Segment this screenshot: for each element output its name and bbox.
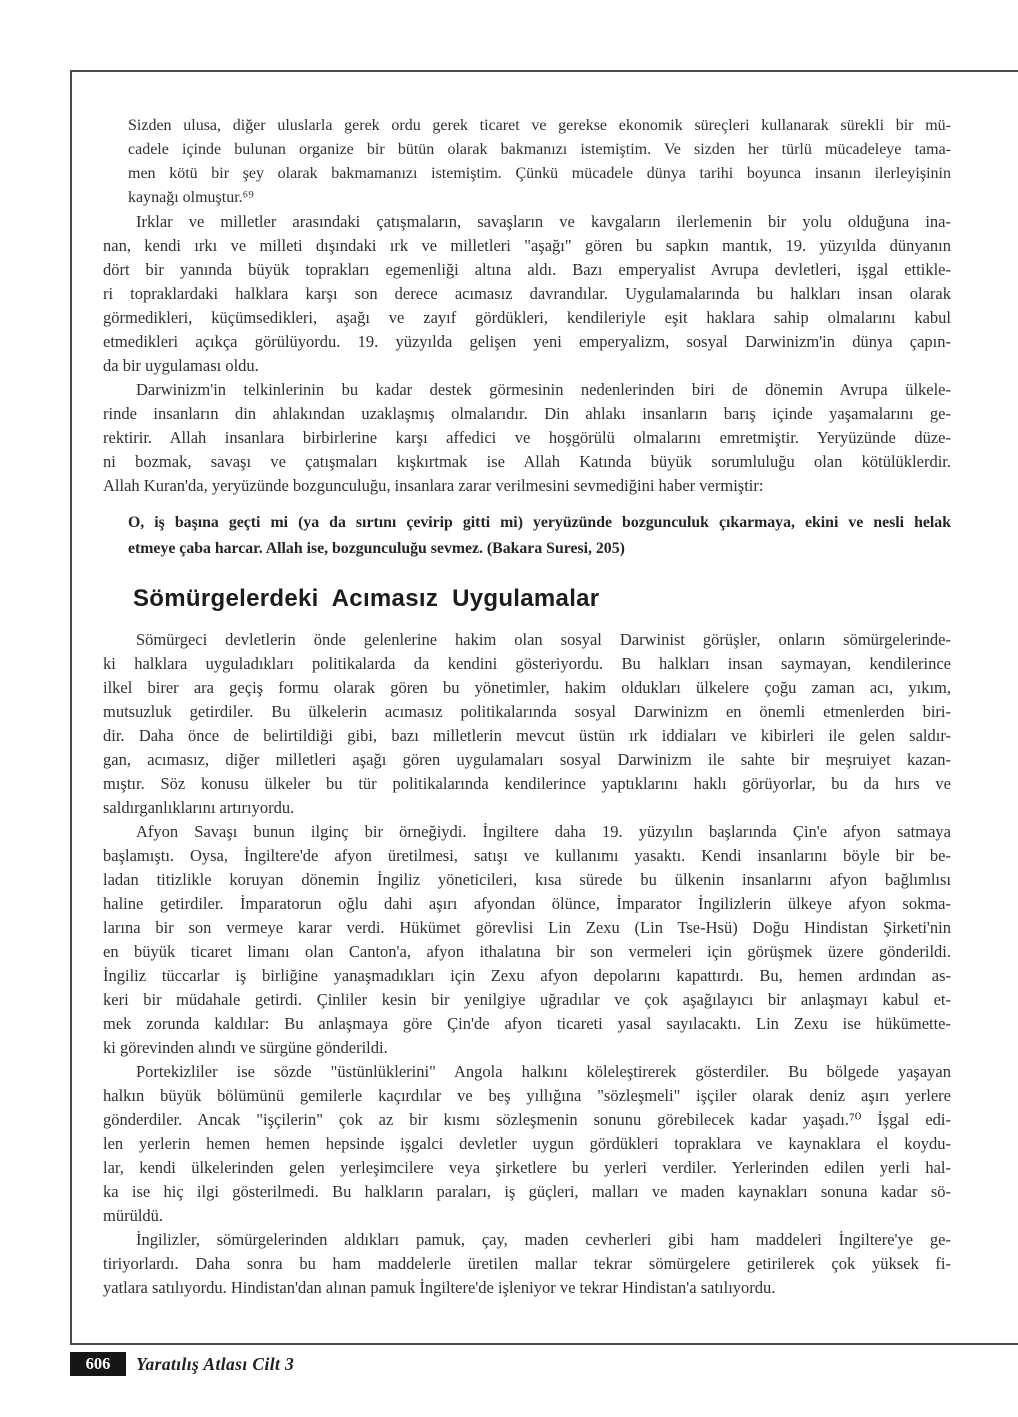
- text-line: rinde insanların din ahlakından uzaklaşmış olmalarıdır. Din ahlakı insanların barış içinde yaşamalarını ge-: [103, 404, 951, 423]
- text-line: Portekizliler ise sözde "üstünlüklerini" Angola halkını köleleştirerek gösterdiler. Bu bölgede yaşayan: [136, 1062, 951, 1081]
- text-line: dört bir yanında büyük toprakları egemenliği altına aldı. Bazı emperyalist Avrupa devletleri, işgal ettikle-: [103, 260, 951, 279]
- text-line: Allah Kuran'da, yeryüzünde bozgunculuğu, insanlara zarar verilmesini sevmediğini haber vermiştir:: [103, 476, 764, 495]
- paragraph: [103, 628, 951, 820]
- text-line: etmeye çaba harcar. Allah ise, bozgunculuğu sevmez. (Bakara Suresi, 205): [128, 540, 625, 557]
- text-line: mek zorunda kaldılar: Bu anlaşmaya göre Çin'de afyon ticareti yasal sayılacaktı. Lin Zexu ise hükümette-: [103, 1014, 951, 1033]
- text-line: ilkel birer ara geçiş formu olarak gören bu yönetimler, hakim oldukları ülkelere çoğu zaman acı, yıkım,: [103, 678, 951, 697]
- text-line: mürüldü.: [103, 1206, 164, 1225]
- text-line: ladan titizlikle koruyan dönemin İngiliz yöneticileri, kısa sürede bu ülkenin insanlarını afyon bağlımlısı: [103, 870, 951, 889]
- text-line: dir. Daha önce de belirtildiği gibi, bazı milletlerin mevcut üstün ırk iddiaları ve kibirleri ile gelen saldır-: [103, 726, 951, 745]
- text-line: gönderdiler. Ancak "işçilerin" çok az bir kısmı sözleşmenin sonunu görebilecek kadar yaşadı.⁷⁰ İşgal edi-: [103, 1110, 951, 1129]
- text-line: tiriyorlardı. Daha sonra bu ham maddelerle üretilen mallar tekrar sömürgelere getirilerek çok yüksek fi-: [103, 1254, 951, 1273]
- page-number-badge: [70, 1352, 126, 1376]
- text-line: en büyük ticaret limanı olan Canton'a, afyon ithalatına bir son vermeleri için görüşmek üzere gönderildi.: [103, 942, 951, 961]
- section-heading: Sömürgelerdeki Acımasız Uygulamalar: [133, 585, 600, 612]
- paragraph: [103, 210, 951, 378]
- text-line: Sizden ulusa, diğer uluslarla gerek ordu gerek ticaret ve gerekse ekonomik süreçleri kullanarak sürekli bir mü-: [128, 117, 951, 134]
- book-title: Yaratılış Atlası Cilt 3: [136, 1354, 295, 1374]
- text-line: ki görevinden alındı ve sürgüne gönderildi.: [103, 1038, 388, 1057]
- text-line: haline getirdiler. İmparatorun oğlu dahi aşırı afyondan ölünce, İmparator İngilizlerin ülkeye afyon sokma-: [103, 894, 951, 913]
- text-line: mıştır. Söz konusu ülkeler bu tür politikalarında kendilerince yaptıklarını haklı görüyorlar, bu da hırs ve: [103, 774, 951, 793]
- text-line: Irklar ve milletler arasındaki çatışmaların, savaşların ve kavgaların ilerlemenin bir yolu olduğuna ina-: [136, 212, 951, 231]
- text-line: Sömürgeci devletlerin önde gelenlerine hakim olan sosyal Darwinist görüşler, onların sömürgelerinde-: [136, 630, 951, 649]
- paragraph: [103, 820, 951, 1060]
- text-line: ni bozmak, savaşı ve çatışmaları kışkırtmak ise Allah Katında büyük sorumluluğu olan kötülüklerdir.: [103, 452, 951, 471]
- page-number: 606: [85, 1354, 111, 1373]
- text-line: İngiliz tüccarlar iş birliğine yanaşmadıkları için Zexu afyon depolarını kapattırdı. Bu, hemen ardından as-: [103, 966, 951, 985]
- text-line: keri bir müdahale getirdi. Çinliler kesin bir yenilgiye uğradılar ve çok aşağılayıcı bir anlaşmayı kabul et-: [103, 990, 951, 1009]
- text-line: Afyon Savaşı bunun ilginç bir örneğiydi. İngiltere daha 19. yüzyılın başlarında Çin'e afyon satmaya: [136, 822, 951, 841]
- text-line: gan, acımasız, diğer milletleri aşağı gören uygulamaları sosyal Darwinizm ile sahte bir meşruiyet kazan-: [103, 750, 951, 769]
- text-line: cadele içinde bulunan organize bir bütün olarak bakmanızı istemiştim. Ve sizden her türlü mücadeleye tama-: [128, 141, 951, 158]
- paragraph: [103, 1060, 951, 1228]
- text-line: nan, kendi ırkı ve milleti dışındaki ırk ve milletleri "aşağı" gören bu sapkın mantık, 19. yüzyılda dünyanın: [103, 236, 951, 255]
- text-line: görmedikleri, küçümsedikleri, aşağı ve zayıf gördükleri, kendileriyle eşit haklara sahip olmalarını kabul: [103, 308, 951, 327]
- text-line: saldırganlıklarını artırıyordu.: [103, 798, 295, 817]
- text-line: Darwinizm'in telkinlerinin bu kadar destek görmesinin nedenlerinden biri de dönemin Avrupa ülkele-: [136, 380, 951, 399]
- text-line: ki halklara uyguladıkları politikalarda da kendini gösteriyordu. Bu halkları insan saymayan, kendilerince: [103, 654, 951, 673]
- text-line: ka ise hiç ilgi gösterilmedi. Bu halkların paraları, iş güçleri, malları ve maden kaynakları sonuna kadar sö-: [103, 1182, 951, 1201]
- page-text-body: [103, 114, 951, 1300]
- text-line: İngilizler, sömürgelerinden aldıkları pamuk, çay, maden cevherleri gibi ham maddeleri İngiltere'ye ge-: [136, 1230, 951, 1249]
- text-line: etmedikleri açıkça görülüyordu. 19. yüzyılda gelişen yeni emperyalizm, sosyal Darwinizm'in dünya çapın-: [103, 332, 951, 351]
- text-line: halkın büyük bölümünü gemilerle kaçırdılar ve beş yıllığına "sözleşmeli" işçiler olarak deniz aşırı yerlere: [103, 1086, 951, 1105]
- text-line: da bir uygulaması oldu.: [103, 356, 259, 375]
- text-line: O, iş başına geçti mi (ya da sırtını çevirip gitti mi) yeryüzünde bozgunculuk çıkarmaya, ekini ve nesli helak: [128, 514, 951, 531]
- text-line: yatlara satılıyordu. Hindistan'dan alınan pamuk İngiltere'de işleniyor ve tekrar Hindistan'a satılıyordu.: [103, 1278, 776, 1297]
- text-line: kaynağı olmuştur.⁶⁹: [128, 189, 254, 206]
- paragraph: [103, 1228, 951, 1300]
- text-line: larına bir son vermeye karar verdi. Hükümet görevlisi Lin Zexu (Lin Tse-Hsü) Doğu Hindistan Şirketi'nin: [103, 918, 951, 937]
- text-line: men kötü bir şey olarak bakmamanızı istemiştim. Çünkü mücadele dünya tarihi boyunca insanın ilerleyişinin: [128, 165, 951, 182]
- text-line: mutsuzluk getirdiler. Bu ülkelerin acımasız politikalarında sosyal Darwinizm en önemli etmenlerden biri-: [103, 702, 951, 721]
- text-line: rektirir. Allah insanlara birbirlerine karşı affedici ve hoşgörülü olmalarını emretmiştir. Yeryüzünde düze-: [103, 428, 951, 447]
- text-line: lar, kendi ülkelerinden gelen yerleşimcilere veya şirketlere bu yerleri verdiler. Yerlerinden edilen yerli hal-: [103, 1158, 951, 1177]
- block-quote: [128, 114, 951, 210]
- text-line: len yerlerin hemen hemen hepsinde işgalci devletler uygun gördükleri topraklara ve kaynaklara el koydu-: [103, 1134, 951, 1153]
- text-line: başlamıştı. Oysa, İngiltere'de afyon üretilmesi, satışı ve kullanımı yasaktı. Kendi insanlarını böyle bir be-: [103, 846, 951, 865]
- block-quote: [128, 510, 951, 562]
- paragraph: [103, 378, 951, 498]
- text-line: ri topraklardaki halklara karşı son derece acımasız davrandılar. Uygulamalarında bu halkları insan olarak: [103, 284, 951, 303]
